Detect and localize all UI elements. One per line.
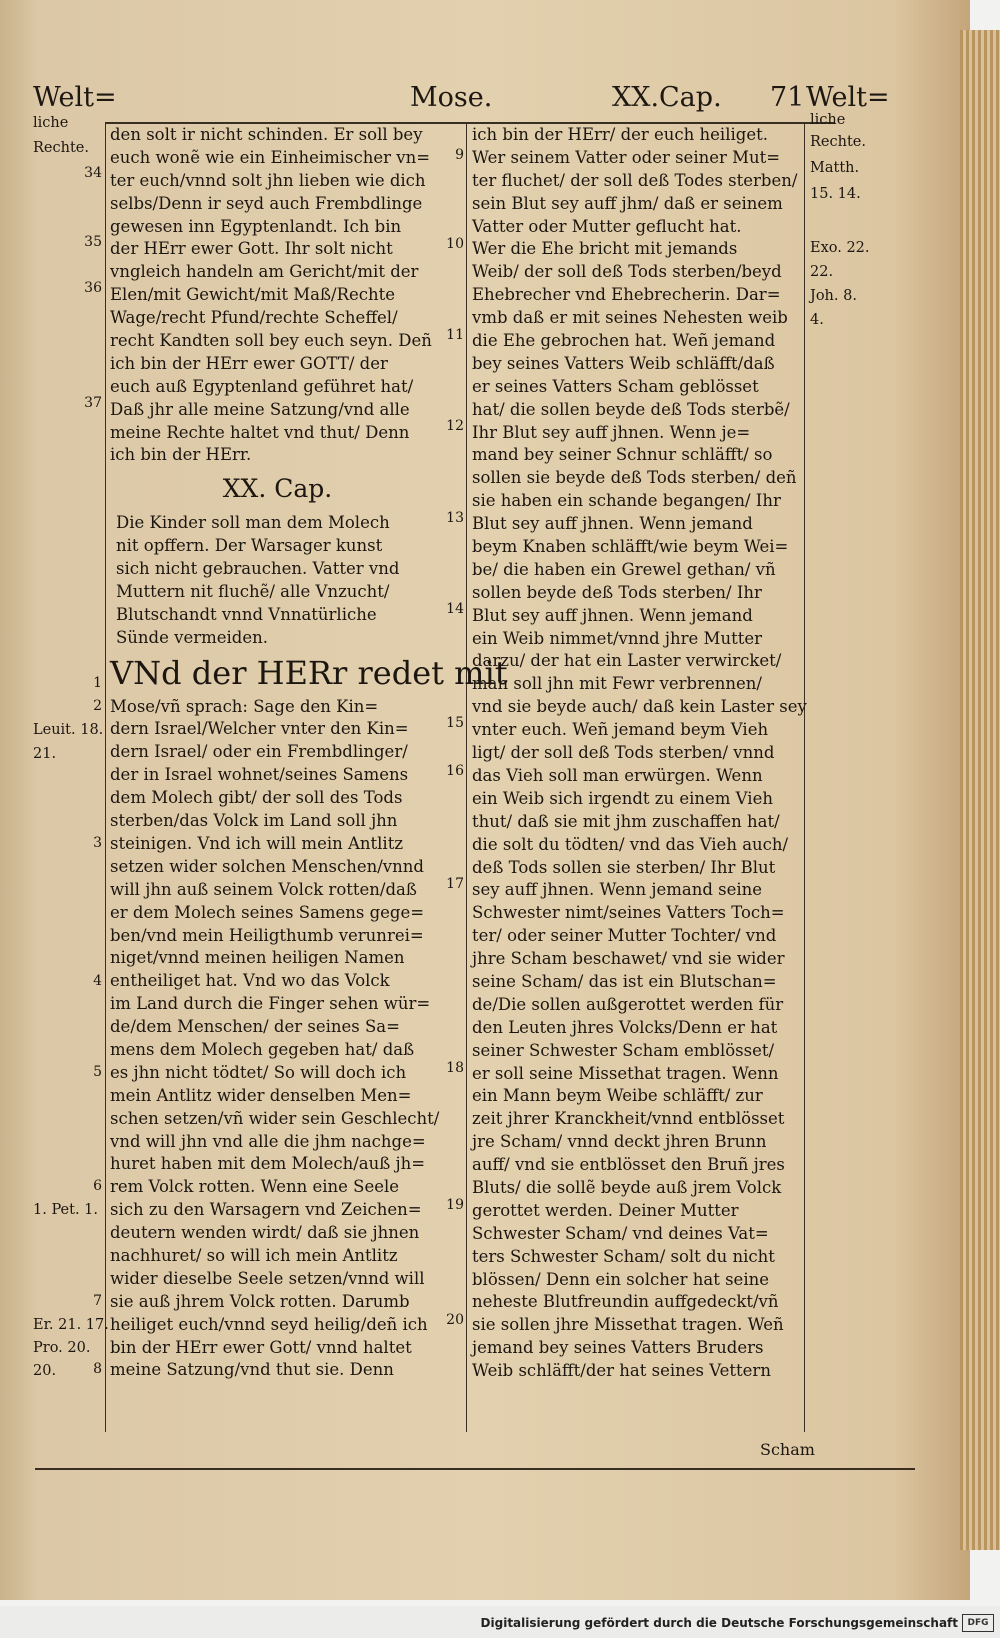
footer-credit: Digitalisierung gefördert durch die Deutsche Forschungsgemeinschaft xyxy=(480,1616,958,1630)
text-line: blössen/ Denn ein solcher hat seine xyxy=(472,1269,769,1289)
text-line: jhre Scham beschawet/ vnd sie wider xyxy=(472,949,785,969)
header-chapter: XX.Cap. xyxy=(612,82,722,113)
text-line: ich bin der HErr ewer GOTT/ der xyxy=(110,353,388,373)
text-line: die Ehe gebrochen hat. Weñ jemand xyxy=(472,331,776,351)
margin-reference: Rechte. xyxy=(810,134,866,150)
verse-number: 8 xyxy=(93,1361,102,1377)
text-line: ein Mann beym Weibe schläfft/ zur xyxy=(472,1086,763,1106)
text-line: er seines Vatters Scham geblösset xyxy=(472,376,759,396)
text-line: nachhuret/ so will ich mein Antlitz xyxy=(110,1245,398,1265)
text-line: Schwester Scham/ vnd deines Vat= xyxy=(472,1223,769,1243)
text-line: bey seines Vatters Weib schläfft/daß xyxy=(472,353,775,373)
text-line: heiliget euch/vnnd seyd heilig/deñ ich xyxy=(110,1314,428,1334)
text-line: Vatter oder Mutter geflucht hat. xyxy=(472,216,742,236)
text-line: selbs/Denn ir seyd auch Frembdlinge xyxy=(110,193,423,213)
margin-reference: 22. xyxy=(810,264,834,280)
text-line: Schwester nimt/seines Vatters Toch= xyxy=(472,903,785,923)
footer-bar xyxy=(0,1606,1000,1638)
margin-reference: Rechte. xyxy=(33,140,89,156)
verse-number: 18 xyxy=(446,1060,464,1076)
text-line: der in Israel wohnet/seines Samens xyxy=(110,765,409,785)
verse-number: 13 xyxy=(446,510,464,526)
text-line: ein Weib nimmet/vnnd jhre Mutter xyxy=(472,628,762,648)
verse-number: 5 xyxy=(93,1064,102,1080)
text-line: zeit jhrer Kranckheit/vnnd entblösset xyxy=(472,1109,785,1129)
text-line: be/ die haben ein Grewel gethan/ vñ xyxy=(472,559,776,579)
left-column-rule xyxy=(105,122,106,1432)
text-line: schen setzen/vñ wider sein Geschlecht/ xyxy=(110,1108,440,1128)
text-line: gewesen inn Egyptenlandt. Ich bin xyxy=(110,216,402,236)
text-line: de/Die sollen außgerottet werden für xyxy=(472,994,784,1014)
text-line: mens dem Molech gegeben hat/ daß xyxy=(110,1039,415,1059)
text-line: bin der HErr ewer Gott/ vnnd haltet xyxy=(110,1337,412,1357)
text-line: vnter euch. Weñ jemand beym Vieh xyxy=(472,720,769,740)
text-line: Blut sey auff jhnen. Wenn jemand xyxy=(472,514,753,534)
header-book-title: Mose. xyxy=(410,82,493,113)
text-line: thut/ daß sie mit jhm zuschaffen hat/ xyxy=(472,811,780,831)
verse-number: 3 xyxy=(93,835,102,851)
verse-number: 17 xyxy=(446,876,464,892)
verse-number: 2 xyxy=(93,698,102,714)
margin-reference: liche xyxy=(810,112,846,128)
margin-reference: Matth. xyxy=(810,160,860,176)
text-line: deß Tods sollen sie sterben/ Ihr Blut xyxy=(472,857,776,877)
text-line: sie auß jhrem Volck rotten. Darumb xyxy=(110,1291,410,1311)
text-line: nit opffern. Der Warsager kunst xyxy=(116,536,383,556)
text-line: er dem Molech seines Samens gege= xyxy=(110,902,425,922)
text-line: Blutschandt vnnd Vnnatürliche xyxy=(116,604,377,624)
page-edge xyxy=(960,30,1000,1550)
text-line: will jhn auß seinem Volck rotten/daß xyxy=(110,879,417,899)
text-line: vmb daß er mit seines Nehesten weib xyxy=(472,308,788,328)
text-line: Wage/recht Pfund/rechte Scheffel/ xyxy=(110,308,398,328)
header-left-tag: Welt= xyxy=(33,82,117,113)
text-line: deutern wenden wirdt/ daß sie jhnen xyxy=(110,1223,420,1243)
margin-reference: 21. xyxy=(33,746,57,762)
text-line: meine Rechte haltet vnd thut/ Denn xyxy=(110,422,410,442)
text-line: recht Kandten soll bey euch seyn. Deñ xyxy=(110,331,432,351)
header-right-tag: Welt= xyxy=(806,82,890,113)
verse-number: 19 xyxy=(446,1197,464,1213)
verse-number: 7 xyxy=(93,1293,102,1309)
text-line: Blut sey auff jhnen. Wenn jemand xyxy=(472,605,753,625)
text-line: der HErr ewer Gott. Ihr solt nicht xyxy=(110,239,393,259)
text-line: seine Scham/ das ist ein Blutschan= xyxy=(472,971,777,991)
verse-number: 10 xyxy=(446,236,464,252)
margin-reference: liche xyxy=(33,115,69,131)
verse-number: 1 xyxy=(93,675,102,691)
text-line: mand bey seiner Schnur schläfft/ so xyxy=(472,445,773,465)
text-line: dern Israel/ oder ein Frembdlinger/ xyxy=(110,742,408,762)
verse-number: 34 xyxy=(84,165,102,181)
text-line: den solt ir nicht schinden. Er soll bey xyxy=(110,125,423,144)
text-line: ben/vnd mein Heiligthumb verunrei= xyxy=(110,925,424,945)
text-line: ich bin der HErr. xyxy=(110,445,252,465)
text-line: sey auff jhnen. Wenn jemand seine xyxy=(472,880,763,900)
text-line: sterben/das Volck im Land soll jhn xyxy=(110,811,398,831)
text-line: rem Volck rotten. Wenn eine Seele xyxy=(110,1177,400,1197)
text-line: Weib schläfft/der hat seines Vettern xyxy=(472,1361,771,1381)
text-line: setzen wider solchen Menschen/vnnd xyxy=(110,856,424,876)
text-line: sie sollen jhre Missethat tragen. Weñ xyxy=(472,1315,784,1335)
text-line: Wer die Ehe bricht mit jemands xyxy=(472,239,738,259)
verse-number: 16 xyxy=(446,763,464,779)
verse-number: 35 xyxy=(84,234,102,250)
text-line: Muttern nit fluchẽ/ alle Vnzucht/ xyxy=(116,581,390,601)
dfg-logo: DFG xyxy=(962,1614,994,1632)
text-line: ter euch/vnnd solt jhn lieben wie dich xyxy=(110,170,426,190)
margin-reference: Joh. 8. xyxy=(810,288,857,304)
text-line: sie haben ein schande begangen/ Ihr xyxy=(472,491,781,511)
margin-reference: 15. 14. xyxy=(810,186,861,202)
margin-reference: Exo. 22. xyxy=(810,240,870,256)
text-line: man soll jhn mit Fewr verbrennen/ xyxy=(472,674,762,694)
text-line: ich bin der HErr/ der euch heiliget. xyxy=(472,125,768,144)
text-line: VNd der HERr redet mit xyxy=(110,653,508,692)
verse-number: 9 xyxy=(455,147,464,163)
text-line: dem Molech gibt/ der soll des Tods xyxy=(110,788,403,808)
text-line: Sünde vermeiden. xyxy=(116,627,268,647)
margin-reference: Er. 21. 17. xyxy=(33,1317,109,1333)
margin-reference: 4. xyxy=(810,312,824,328)
text-line: Ihr Blut sey auff jhnen. Wenn je= xyxy=(472,422,751,442)
text-line: Mose/vñ sprach: Sage den Kin= xyxy=(110,696,379,716)
text-line: Ehebrecher vnd Ehebrecherin. Dar= xyxy=(472,285,781,305)
text-line: vnd sie beyde auch/ daß kein Laster sey xyxy=(472,697,807,717)
text-line: Elen/mit Gewicht/mit Maß/Rechte xyxy=(110,285,396,305)
text-line: Bluts/ die sollẽ beyde auß jrem Volck xyxy=(472,1177,782,1197)
text-line: mein Antlitz wider denselben Men= xyxy=(110,1085,412,1105)
text-line: dern Israel/Welcher vnter den Kin= xyxy=(110,719,409,739)
text-line: den Leuten jhres Volcks/Denn er hat xyxy=(472,1017,778,1037)
text-line: beym Knaben schläfft/wie beym Wei= xyxy=(472,537,789,557)
text-line: vnd will jhn vnd alle die jhm nachge= xyxy=(110,1131,426,1151)
text-line: ter/ oder seiner Mutter Tochter/ vnd xyxy=(472,926,777,946)
bottom-rule xyxy=(35,1468,915,1470)
text-line: sollen sie beyde deß Tods sterben/ deñ xyxy=(472,468,797,488)
text-line: ter fluchet/ der soll deß Todes sterben/ xyxy=(472,170,798,190)
verse-number: 4 xyxy=(93,973,102,989)
text-line: ein Weib sich irgendt zu einem Vieh xyxy=(472,788,773,808)
text-line: sollen beyde deß Tods sterben/ Ihr xyxy=(472,582,762,602)
text-line: sein Blut sey auff jhm/ daß er seinem xyxy=(472,193,783,213)
text-line: steinigen. Vnd ich will mein Antlitz xyxy=(110,833,404,853)
text-line: jre Scham/ vnnd deckt jhren Brunn xyxy=(472,1132,767,1152)
text-line: wider dieselbe Seele setzen/vnnd will xyxy=(110,1268,425,1288)
text-line: entheiliget hat. Vnd wo das Volck xyxy=(110,971,390,991)
margin-reference: 1. Pet. 1. xyxy=(33,1202,99,1218)
text-line: euch auß Egyptenland geführet hat/ xyxy=(110,376,414,396)
text-line: auff/ vnd sie entblösset den Bruñ jres xyxy=(472,1155,785,1175)
text-line: ters Schwester Scham/ solt du nicht xyxy=(472,1246,775,1266)
text-line: er soll seine Missethat tragen. Wenn xyxy=(472,1063,779,1083)
margin-reference: 20. xyxy=(33,1363,57,1379)
margin-reference: Leuit. 18. xyxy=(33,722,104,738)
verse-number: 14 xyxy=(446,601,464,617)
verse-number: 36 xyxy=(84,280,102,296)
verse-number: 37 xyxy=(84,395,102,411)
verse-number: 6 xyxy=(93,1178,102,1194)
right-text-column xyxy=(472,124,807,1383)
text-line: euch wonẽ wie ein Einheimischer vn= xyxy=(110,147,431,167)
text-line: vngleich handeln am Gericht/mit der xyxy=(110,262,419,282)
text-line: sich zu den Warsagern vnd Zeichen= xyxy=(110,1200,422,1220)
text-line: das Vieh soll man erwürgen. Wenn xyxy=(472,765,763,785)
catchword: Scham xyxy=(760,1440,815,1459)
text-line: die solt du tödten/ vnd das Vieh auch/ xyxy=(472,834,789,854)
verse-number: 20 xyxy=(446,1312,464,1328)
text-line: niget/vnnd meinen heiligen Namen xyxy=(110,948,405,968)
text-line: neheste Blutfreundin auffgedeckt/vñ xyxy=(472,1292,779,1312)
text-line: sich nicht gebrauchen. Vatter vnd xyxy=(116,559,400,579)
column-divider xyxy=(466,122,467,1432)
text-line: Weib/ der soll deß Tods sterben/beyd xyxy=(472,262,782,282)
text-line: darzu/ der hat ein Laster verwircket/ xyxy=(472,651,782,671)
text-line: XX. Cap. xyxy=(222,474,333,504)
verse-number: 15 xyxy=(446,715,464,731)
margin-reference: Pro. 20. xyxy=(33,1340,91,1356)
text-line: seiner Schwester Scham emblösset/ xyxy=(472,1040,775,1060)
text-line: hat/ die sollen beyde deß Tods sterbẽ/ xyxy=(472,399,790,419)
text-line: Die Kinder soll man dem Molech xyxy=(116,513,390,533)
text-line: Daß jhr alle meine Satzung/vnd alle xyxy=(110,399,410,419)
verse-number: 12 xyxy=(446,418,464,434)
text-line: jemand bey seines Vatters Bruders xyxy=(472,1338,764,1358)
text-line: ligt/ der soll deß Tods sterben/ vnnd xyxy=(472,743,775,763)
header-page-number: 71 xyxy=(770,82,805,113)
text-line: gerottet werden. Deiner Mutter xyxy=(472,1200,739,1220)
text-line: meine Satzung/vnd thut sie. Denn xyxy=(110,1360,394,1380)
text-line: huret haben mit dem Molech/auß jh= xyxy=(110,1154,426,1174)
text-line: de/dem Menschen/ der seines Sa= xyxy=(110,1017,400,1037)
verse-number: 11 xyxy=(446,327,464,343)
text-line: Wer seinem Vatter oder seiner Mut= xyxy=(472,147,781,167)
text-line: im Land durch die Finger sehen wür= xyxy=(110,994,431,1014)
text-line: es jhn nicht tödtet/ So will doch ich xyxy=(110,1062,407,1082)
